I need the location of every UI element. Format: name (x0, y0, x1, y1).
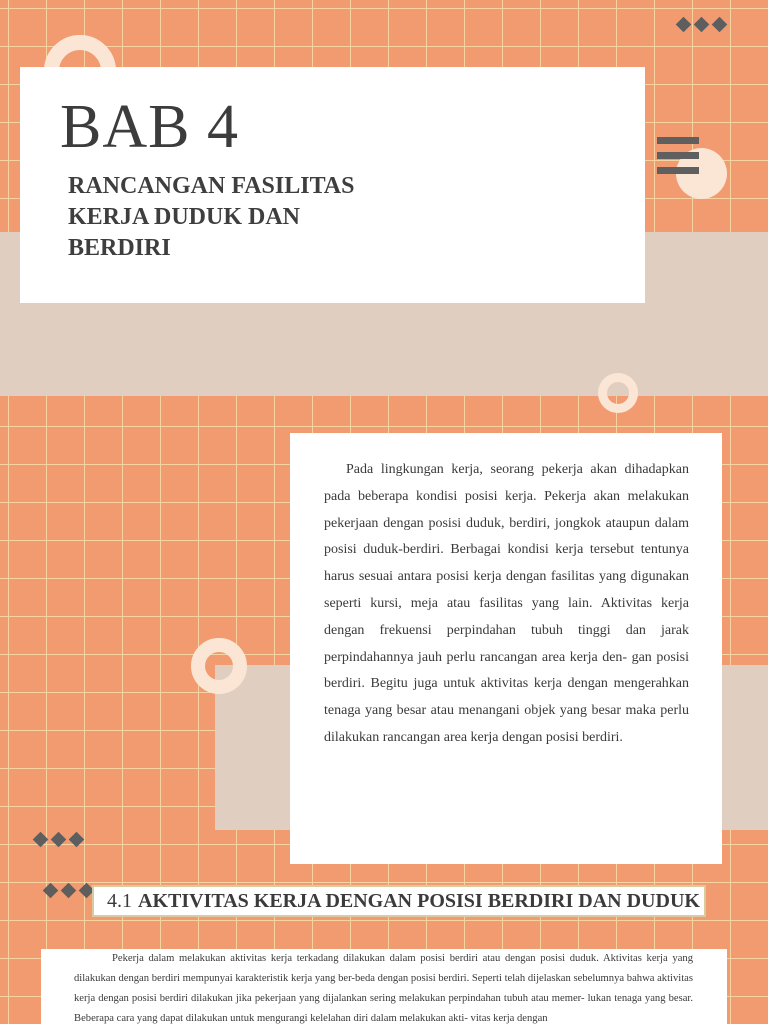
diamond-icon (33, 832, 49, 848)
diamond-icon (69, 832, 85, 848)
chapter-title: RANCANGAN FASILITAS KERJA DUDUK DAN BERDIRI (68, 173, 355, 261)
diamond-ornament-top-right (676, 17, 727, 32)
ring-ornament-small (598, 373, 638, 413)
section-body-paragraph: Pekerja dalam melakukan aktivitas kerja terkadang dilakukan dalam posisi berdiri atau dengan posisi duduk. Aktivitas kerja yang dilakukan dengan berdiri mempunyai karakteristik kerja yang ber-beda dengan posisi berdiri. Seperti telah dijelaskan sebelumnya bahwa aktivitas kerja dengan posisi berdiri dilakukan jika pekerjaan yang dijalankan sering melakukan perpindahan tubuh atau memer- lukan tenaga yang besar. Beberapa cara yang dapat dilakukan untuk mengurangi kelelahan diri dalam melakukan akti- vitas kerja dengan (74, 953, 693, 1024)
intro-paragraph: Pada lingkungan kerja, seorang pekerja akan dihadapkan pada beberapa kondisi posisi kerja. Pekerja akan melakukan pekerjaan dengan posisi duduk, berdiri, jongkok ataupun dalam posisi duduk-berdiri. Berbagai kondisi kerja tersebut tentunya harus sesuai antara posisi kerja dengan fasilitas yang digunakan seperti kursi, meja atau fasilitas yang lain. Aktivitas kerja dengan frekuensi perpindahan tubuh tinggi dan jarak perpindahannya jauh perlu rancangan area kerja den- gan posisi berdiri. Begitu juga untuk aktivitas kerja dengan mengerahkan tenaga yang besar atau menangani objek yang besar maka perlu dilakukan rancangan area kerja dengan posisi berdiri. (324, 462, 689, 745)
diamond-icon (712, 17, 728, 33)
chapter-title-card (20, 67, 645, 303)
menu-line (657, 152, 699, 159)
menu-line (657, 167, 699, 174)
section-number: 4.1 (107, 889, 132, 912)
diamond-icon (43, 883, 59, 899)
diamond-icon (51, 832, 67, 848)
section-heading (92, 885, 706, 917)
menu-line (657, 137, 699, 144)
intro-text-card (290, 433, 722, 864)
chapter-label: BAB 4 (60, 93, 239, 161)
diamond-ornament-left-upper (33, 832, 84, 847)
ring-ornament-middle (191, 638, 247, 694)
section-body-card (41, 949, 727, 1024)
diamond-icon (61, 883, 77, 899)
diamond-icon (694, 17, 710, 33)
diamond-icon (676, 17, 692, 33)
diamond-ornament-left-lower (43, 883, 94, 898)
section-title: AKTIVITAS KERJA DENGAN POSISI BERDIRI DAN DUDUK (138, 889, 700, 912)
